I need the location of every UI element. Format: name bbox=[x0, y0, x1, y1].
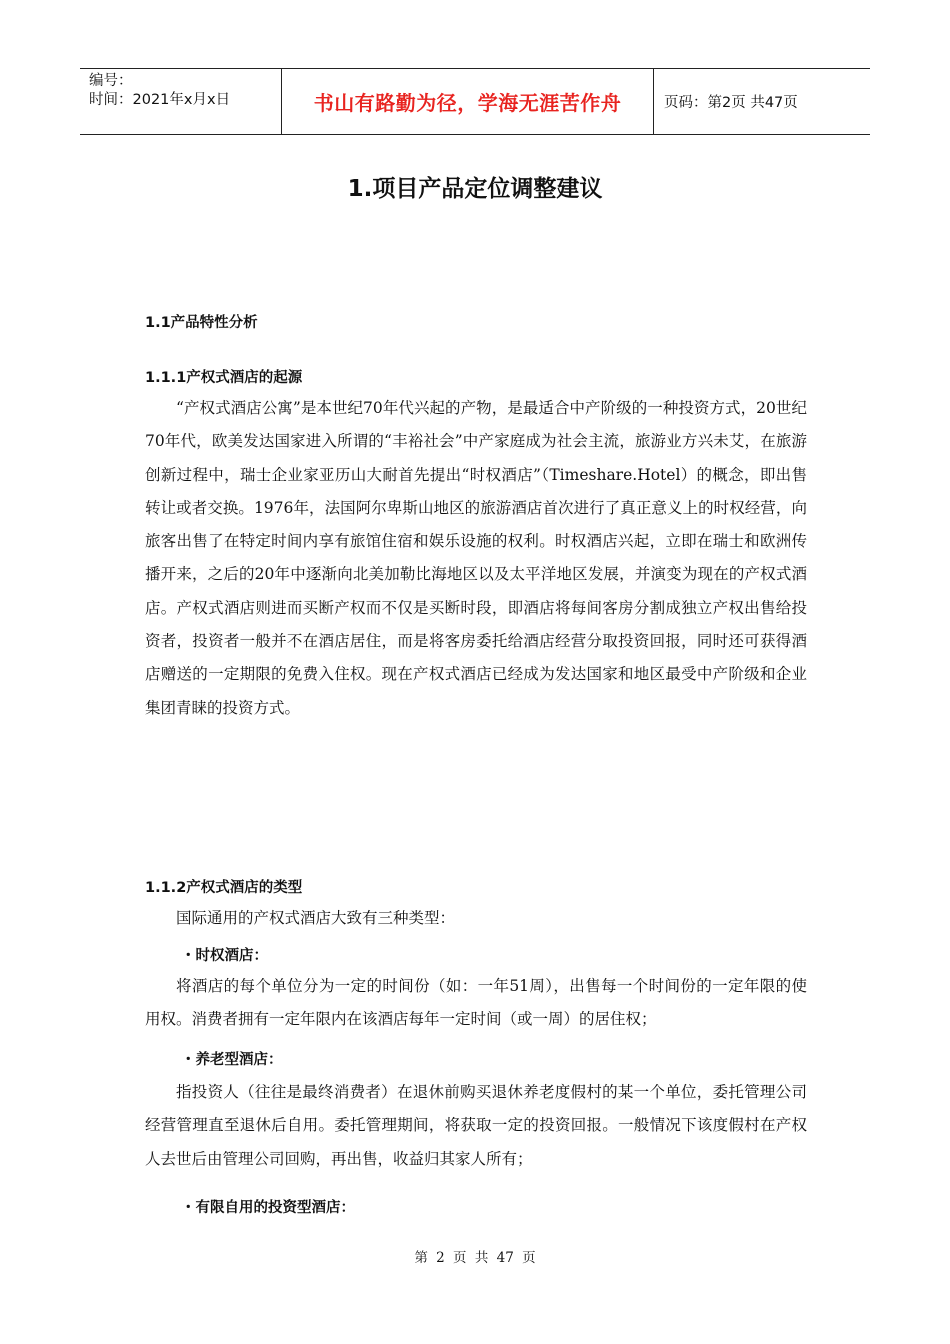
bullet-retirement: ・养老型酒店： bbox=[181, 1052, 283, 1068]
paragraph-timeshare: 将酒店的每个单位分为一定的时间份（如：一年51周），出售每一个时间份的一定年限的使用权。消费者拥有一定年限内在该酒店每年一定时间（或一周）的居住权； bbox=[145, 977, 807, 1029]
section-heading-1-1-2: 1.1.2产权式酒店的类型 bbox=[145, 880, 303, 896]
page-footer: 第 2 页 共 47 页 bbox=[414, 1250, 536, 1266]
header-number: 编号： bbox=[89, 73, 133, 89]
section-heading-1-1: 1.1产品特性分析 bbox=[145, 315, 258, 331]
header-meta bbox=[80, 69, 281, 134]
paragraph-origin: “产权式酒店公寓”是本世纪70年代兴起的产物，是最适合中产阶级的一种投资方式，20世纪70年代，欧美发达国家进入所谓的“丰裕社会”中产家庭成为社会主流，旅游业方兴未艾，在旅游创新过程中，瑞士企业家亚历山大耐首先提出“时权酒店”（Timeshare.Hotel）的概念，即出售转让或者交换。1976年，法国阿尔卑斯山地区的旅游酒店首次进行了真正意义上的时权经营，向旅客出售了在特定时间内享有旅馆住宿和娱乐设施的权利。时权酒店兴起，立即在瑞士和欧洲传播开来，之后的20年中逐渐向北美加勒比海地区以及太平洋地区发展，并演变为现在的产权式酒店。产权式酒店则进而买断产权而不仅是买断时段，即酒店将每间客房分割成独立产权出售给投资者，投资者一般并不在酒店居住，而是将客房委托给酒店经营分取投资回报，同时还可获得酒店赠送的一定期限的免费入住权。现在产权式酒店已经成为发达国家和地区最受中产阶级和企业集团青睐的投资方式。 bbox=[145, 399, 807, 717]
section-heading-1-1-1: 1.1.1产权式酒店的起源 bbox=[145, 370, 303, 386]
bullet-timeshare: ・时权酒店： bbox=[181, 948, 268, 964]
header-motto-cell bbox=[281, 69, 654, 134]
paragraph-retirement: 指投资人（往往是最终消费者）在退休前购买退休养老度假村的某一个单位，委托管理公司经营管理直至退休后自用。委托管理期间，将获取一定的投资回报。一般情况下该度假村在产权人去世后由管理公司回购，再出售，收益归其家人所有； bbox=[145, 1083, 807, 1168]
header-page-info: 页码：第2页 共47页 bbox=[664, 95, 798, 111]
page-header bbox=[80, 68, 870, 135]
header-motto: 书山有路勤为径，学海无涯苦作舟 bbox=[313, 91, 622, 115]
bullet-investment: ・有限自用的投资型酒店： bbox=[181, 1200, 355, 1216]
document-title: 1.项目产品定位调整建议 bbox=[347, 176, 603, 202]
paragraph-types-intro: 国际通用的产权式酒店大致有三种类型： bbox=[176, 909, 456, 927]
header-date: 时间：2021年x月x日 bbox=[89, 92, 231, 108]
